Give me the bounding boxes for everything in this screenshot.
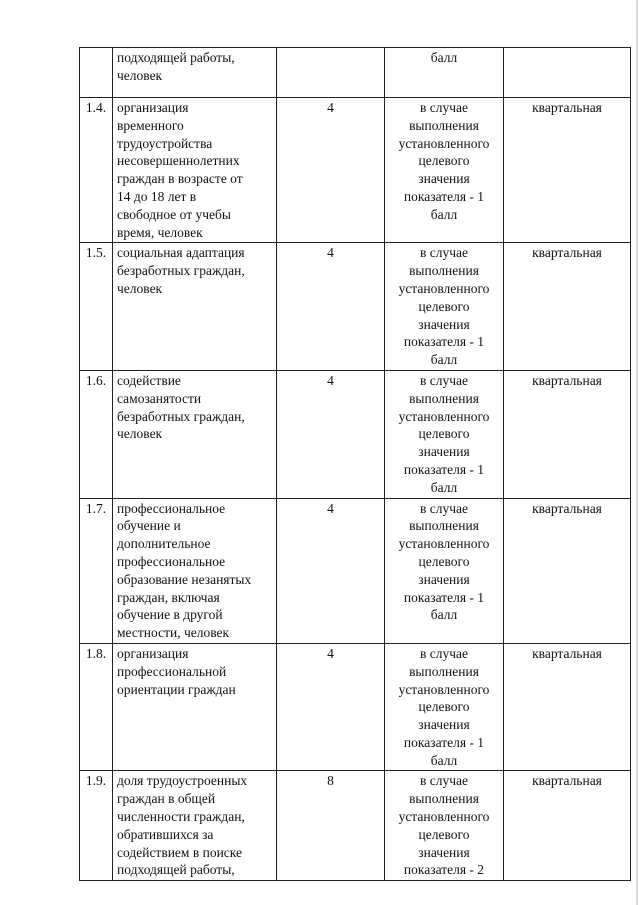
condition-text: в случае выполнения установленного целевого значения показателя - 1 балл xyxy=(398,245,490,368)
table-row xyxy=(80,98,631,243)
weight-value: 4 xyxy=(327,245,334,261)
condition-cell xyxy=(385,243,504,371)
table-row xyxy=(80,370,631,498)
period-cell xyxy=(504,498,631,643)
row-number-cell xyxy=(80,643,113,771)
indicator-name: доля трудоустроенных граждан в общей численности граждан, обратившихся за содействием в поиске подходящей работы, xyxy=(117,773,248,878)
row-number-cell xyxy=(80,771,113,881)
row-number: 1.4. xyxy=(85,100,107,115)
condition-cell xyxy=(385,643,504,771)
weight-cell xyxy=(277,48,385,98)
weight-value: 4 xyxy=(327,645,334,661)
condition-text: в случае выполнения установленного целевого значения показателя - 1 балл xyxy=(398,500,490,623)
indicator-name: содействие самозанятости безработных граждан, человек xyxy=(117,372,245,442)
condition-cell xyxy=(385,48,504,98)
condition-cell xyxy=(385,498,504,643)
table-row xyxy=(80,771,631,881)
indicators-table xyxy=(79,47,631,881)
row-number: 1.5. xyxy=(85,245,107,261)
weight-cell xyxy=(277,98,385,243)
period-text: квартальная xyxy=(532,100,602,115)
row-number: 1.9. xyxy=(85,773,107,789)
indicator-name-cell xyxy=(113,370,277,498)
table-row xyxy=(80,243,631,371)
indicator-name-cell xyxy=(113,498,277,643)
condition-cell xyxy=(385,98,504,243)
table-row xyxy=(80,48,631,98)
weight-cell xyxy=(277,370,385,498)
period-text: квартальная xyxy=(532,245,602,261)
period-text: квартальная xyxy=(532,645,602,661)
condition-cell xyxy=(385,771,504,881)
row-number-cell xyxy=(80,370,113,498)
row-number-cell xyxy=(80,498,113,643)
condition-cell xyxy=(385,370,504,498)
condition-text: в случае выполнения установленного целевого значения показателя - 2 xyxy=(398,773,490,878)
weight-cell xyxy=(277,498,385,643)
indicator-name-cell xyxy=(113,48,277,98)
indicator-name-cell xyxy=(113,643,277,771)
row-number-cell xyxy=(80,48,113,98)
weight-value: 4 xyxy=(327,372,334,388)
indicator-name-cell xyxy=(113,243,277,371)
period-cell xyxy=(504,98,631,243)
weight-cell xyxy=(277,771,385,881)
period-text: квартальная xyxy=(532,500,602,516)
weight-cell xyxy=(277,243,385,371)
period-cell xyxy=(504,771,631,881)
row-number-cell xyxy=(80,98,113,243)
row-number: 1.6. xyxy=(85,372,107,388)
weight-value: 4 xyxy=(327,500,334,516)
row-number: 1.8. xyxy=(85,645,107,661)
condition-text: балл xyxy=(430,50,458,65)
indicator-name: подходящей работы, человек xyxy=(117,50,235,83)
condition-text: в случае выполнения установленного целевого значения показателя - 1 балл xyxy=(398,372,490,495)
period-text: квартальная xyxy=(532,773,602,789)
period-cell xyxy=(504,643,631,771)
page-edge-shadow xyxy=(636,0,638,905)
weight-value: 4 xyxy=(327,100,334,115)
indicator-name: организация временного трудоустройства несовершеннолетних граждан в возрасте от 14 до 18 лет в свободное от учебы время, человек xyxy=(117,100,243,240)
indicator-name-cell xyxy=(113,771,277,881)
row-number-cell xyxy=(80,243,113,371)
row-number: 1.7. xyxy=(85,500,107,516)
indicator-name: профессиональное обучение и дополнительное профессиональное образование незанятых граждан, включая обучение в другой местности, человек xyxy=(117,500,252,641)
table-row xyxy=(80,498,631,643)
period-cell xyxy=(504,48,631,98)
period-cell xyxy=(504,243,631,371)
condition-text: в случае выполнения установленного целевого значения показателя - 1 балл xyxy=(398,645,490,768)
indicator-name: социальная адаптация безработных граждан, человек xyxy=(117,245,245,296)
period-text: квартальная xyxy=(532,372,602,388)
weight-value: 8 xyxy=(327,773,334,789)
indicator-name-cell xyxy=(113,98,277,243)
weight-cell xyxy=(277,643,385,771)
table-row xyxy=(80,643,631,771)
period-cell xyxy=(504,370,631,498)
condition-text: в случае выполнения установленного целевого значения показателя - 1 балл xyxy=(398,100,490,222)
indicator-name: организация профессиональной ориентации граждан xyxy=(117,645,236,697)
